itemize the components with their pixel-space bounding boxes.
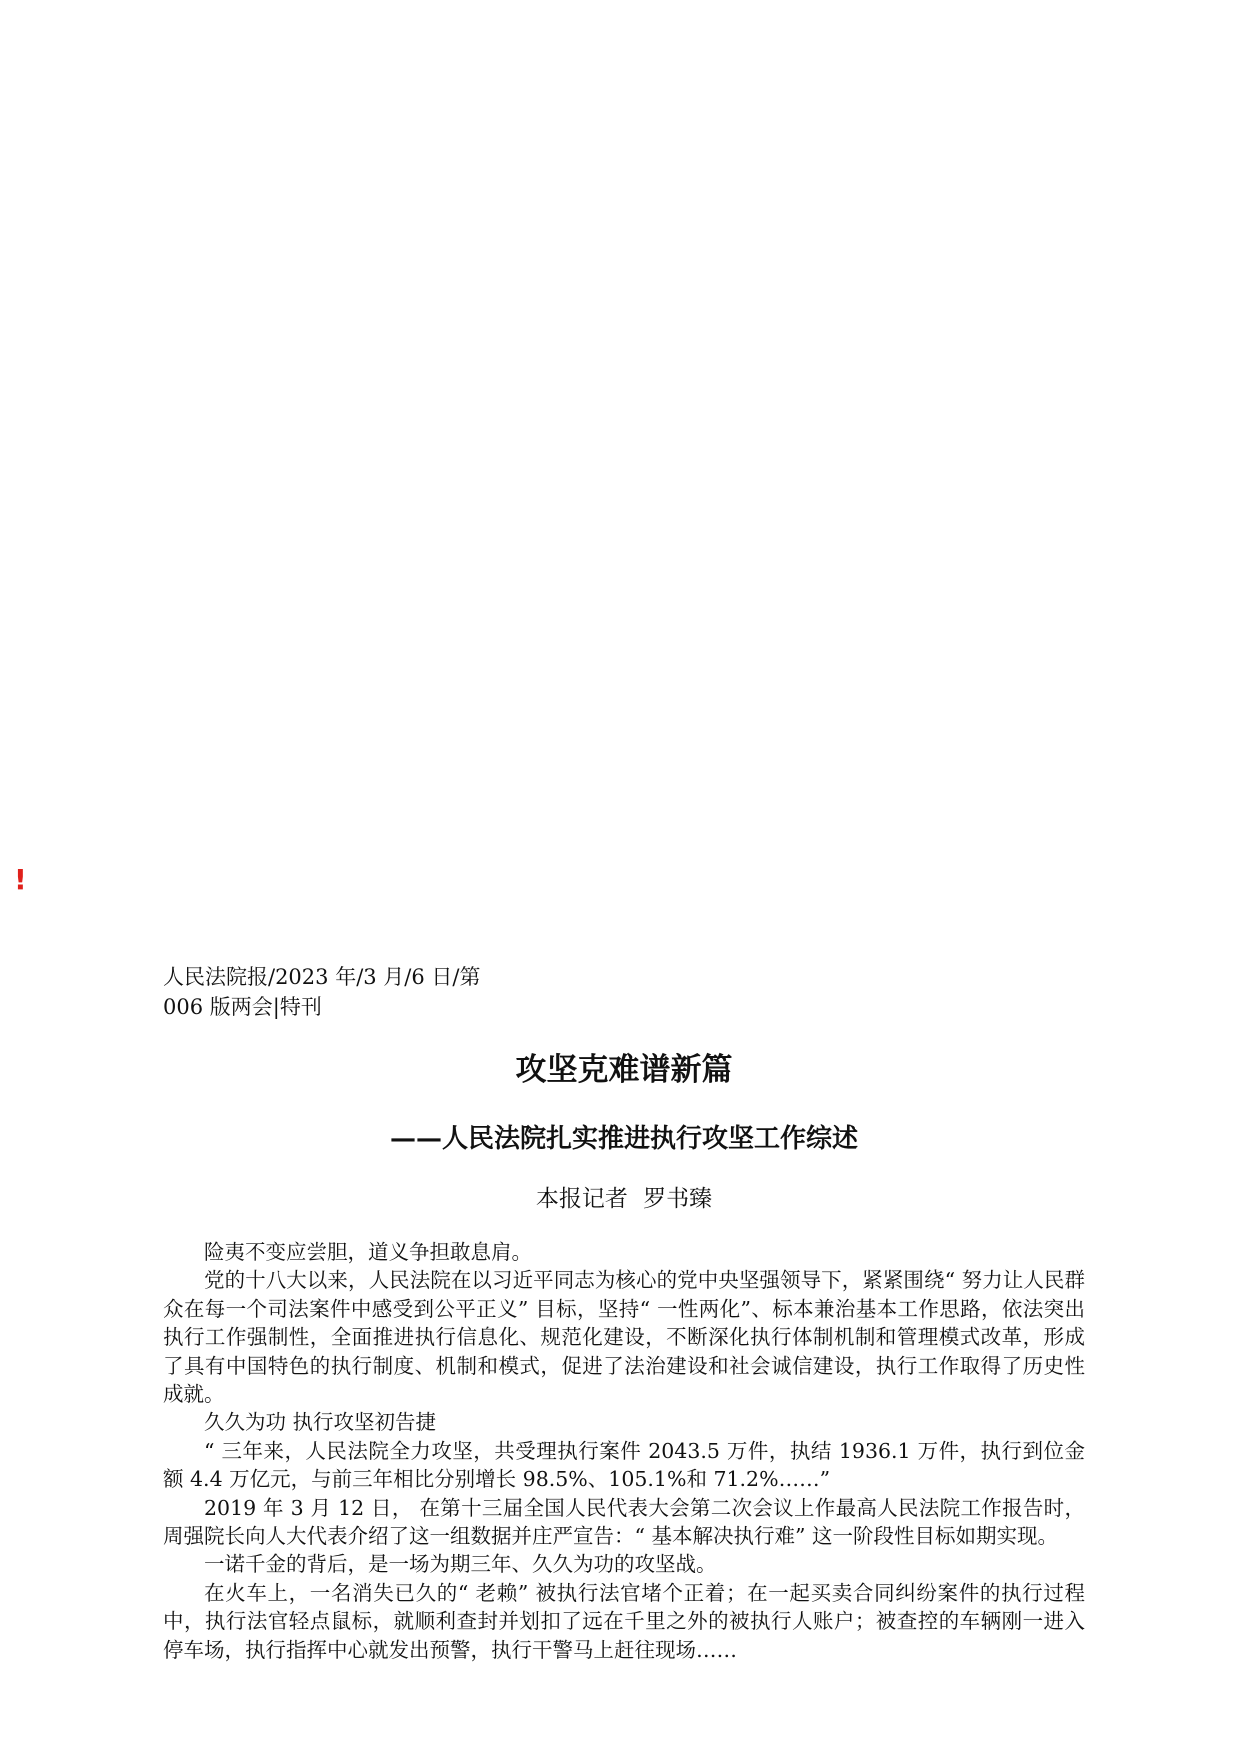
paragraph: “ 三年来，人民法院全力攻坚，共受理执行案件 2043.5 万件，执结 1936.1 万件，执行到位金额 4.4 万亿元，与前三年相比分别增长 98.5%、105.1%和 71.2%……” [163,1438,1085,1492]
paragraph: 2019 年 3 月 12 日， 在第十三届全国人民代表大会第二次会议上作最高人民法院工作报告时，周强院长向人大代表介绍了这一组数据并庄严宣告：“ 基本解决执行难” 这一阶段性目标如期实现。 [163,1495,1085,1549]
section-heading: 久久为功 执行攻坚初告捷 [204,1410,437,1435]
article-title: 攻坚克难谱新篇 [515,1052,733,1088]
paragraph: 一诺千金的背后，是一场为期三年、久久为功的攻坚战。 [204,1552,717,1577]
paragraph: 险夷不变应尝胆，道义争担敢息肩。 [204,1240,532,1264]
byline: 本报记者 罗书臻 [535,1186,713,1212]
article-subtitle: ——人民法院扎实推进执行攻坚工作综述 [389,1124,858,1154]
article [163,962,1085,1664]
article-body [163,1238,1085,1664]
paragraph: 在火车上，一名消失已久的“ 老赖” 被执行法官堵个正着；在一起买卖合同纠纷案件的执行过程中，执行法官轻点鼠标，就顺利查封并划扣了远在千里之外的被执行人账户；被查控的车辆刚一进入停车场，执行指挥中心就发出预警，执行干警马上赶往现场…… [163,1580,1085,1662]
paragraph: 党的十八大以来，人民法院在以习近平同志为核心的党中央坚强领导下，紧紧围绕“ 努力让人民群众在每一个司法案件中感受到公平正义” 目标，坚持“ 一性两化”、标本兼治基本工作思路，依法突出执行工作强制性，全面推进执行信息化、规范化建设，不断深化执行体制机制和管理模式改革，形成了具有中国特色的执行制度、机制和模式，促进了法治建设和社会诚信建设，执行工作取得了历史性成就。 [163,1268,1085,1407]
red-exclamation-mark: ! [14,863,27,896]
source-line: 人民法院报/2023 年/3 月/6 日/第 006 版两会|特刊 [163,965,481,1019]
